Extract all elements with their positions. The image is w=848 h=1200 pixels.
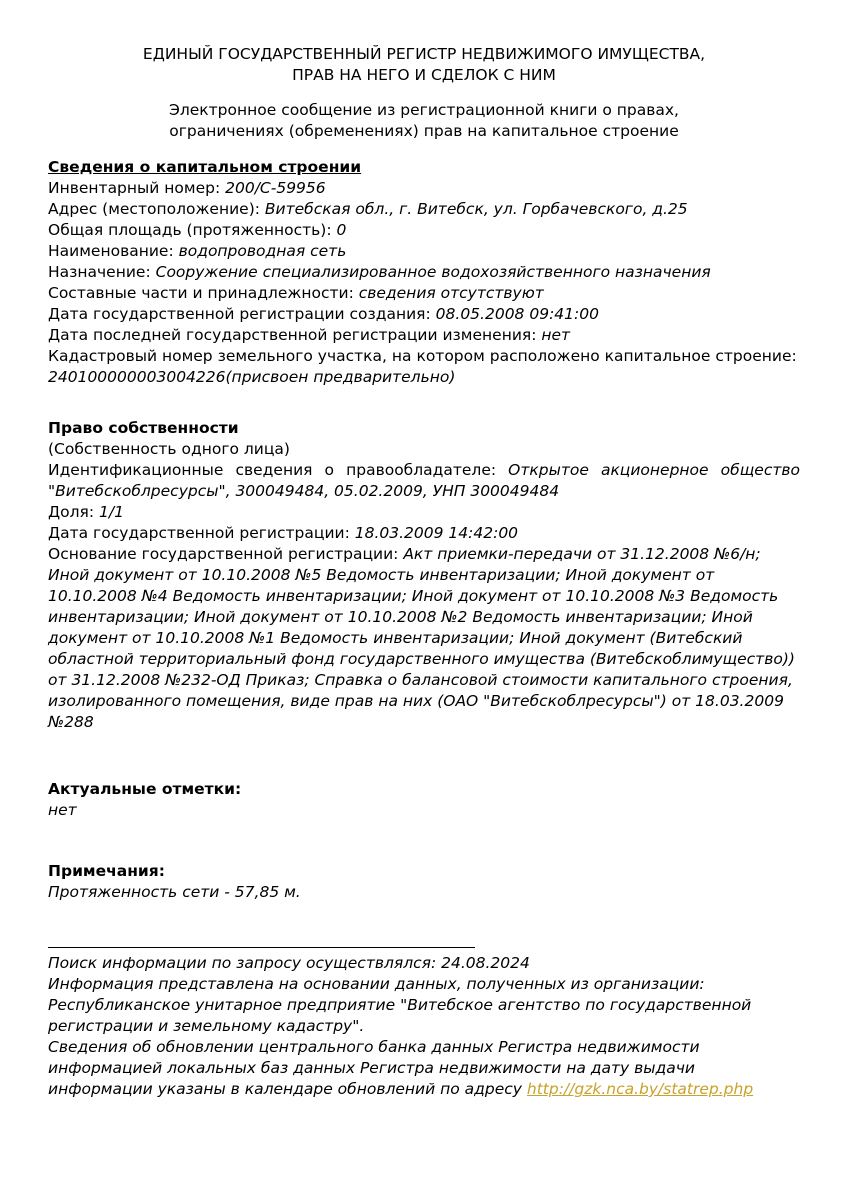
document-title-line-1: ЕДИНЫЙ ГОСУДАРСТВЕННЫЙ РЕГИСТР НЕДВИЖИМОГО ИМУЩЕСТВА,	[142, 45, 706, 63]
field-value: Открытое акционерное общество "Витебскоблресурсы", 300049484, 05.02.2009, УНП 300049484	[48, 461, 800, 500]
notes-heading: Примечания:	[48, 862, 165, 880]
field-value: нет	[541, 326, 571, 344]
field-label: Общая площадь (протяженность):	[48, 221, 337, 239]
field-row-rightholder	[48, 460, 800, 502]
footer-section	[48, 947, 800, 1100]
field-label: Наименование:	[48, 242, 179, 260]
field-label: Адрес (местоположение):	[48, 200, 265, 218]
field-value: 200/С-59956	[225, 179, 326, 197]
field-label: Инвентарный номер:	[48, 179, 226, 197]
document-subtitle-line-1: Электронное сообщение из регистрационной книги о правах,	[169, 101, 679, 119]
ownership-type-note: (Собственность одного лица)	[48, 440, 290, 458]
field-label: Составные части и принадлежности:	[48, 284, 359, 302]
ownership-section-heading: Право собственности	[48, 419, 239, 437]
field-value: 18.03.2009 14:42:00	[354, 524, 519, 542]
field-value: Витебская обл., г. Витебск, ул. Горбачевского, д.25	[264, 200, 688, 218]
field-row-cadastral-number	[48, 346, 800, 388]
field-row-address	[48, 199, 800, 220]
field-label: Идентификационные сведения о правообладателе:	[48, 461, 509, 479]
field-row-components	[48, 283, 800, 304]
field-row-registration-basis	[48, 544, 800, 733]
field-label: Дата государственной регистрации создания:	[48, 305, 436, 323]
field-label: Основание государственной регистрации:	[48, 545, 404, 563]
field-label: Дата государственной регистрации:	[48, 524, 355, 542]
field-value: водопроводная сеть	[178, 242, 347, 260]
notes-section	[48, 861, 800, 903]
building-section-heading: Сведения о капитальном строении	[48, 158, 362, 176]
field-value: Акт приемки-передачи от 31.12.2008 №6/н; Иной документ от 10.10.2008 №5 Ведомость инвентаризации; Иной документ от 10.10.2008 №4 Ведомость инвентаризации; Иной документ от 10.10.2008 №3 Ведомость инвентаризации; Иной документ от 10.10.2008 №2 Ведомость инвентаризации; Иной документ от 10.10.2008 №1 Ведомость инвентаризации; Иной документ (Витебский областной территориальный фонд государственного имущества (Витебскоблимущество)) от 31.12.2008 №232-ОД Приказ; Справка о балансовой стоимости капитального строения, изолированного помещения, виде прав на них (ОАО "Витебскоблресурсы") от 18.03.2009 №288	[48, 545, 795, 731]
field-label: Дата последней государственной регистрации изменения:	[48, 326, 542, 344]
actual-marks-section	[48, 779, 800, 821]
field-value: Сооружение специализированное водохозяйственного назначения	[155, 263, 711, 281]
field-row-name	[48, 241, 800, 262]
field-label: Назначение:	[48, 263, 156, 281]
field-value: 240100000003004226(присвоен предварительно)	[48, 368, 456, 386]
field-row-purpose	[48, 262, 800, 283]
field-row-inventory-number	[48, 178, 800, 199]
footer-separator-line	[48, 947, 475, 948]
ownership-section	[48, 418, 800, 733]
field-value: 1/1	[98, 503, 124, 521]
field-row-registration-date	[48, 523, 800, 544]
statrep-calendar-link[interactable]: http://gzk.nca.by/statrep.php	[526, 1080, 754, 1098]
field-value: сведения отсутствуют	[358, 284, 544, 302]
document-subtitle	[48, 100, 800, 142]
field-value: 0	[336, 221, 347, 239]
field-label: Доля:	[48, 503, 99, 521]
notes-value: Протяженность сети - 57,85 м.	[48, 883, 301, 901]
footer-update-info-line	[48, 1037, 800, 1100]
field-value: 08.05.2008 09:41:00	[435, 305, 599, 323]
building-info-section	[48, 157, 800, 388]
field-row-creation-registration-date	[48, 304, 800, 325]
document-title-line-2: ПРАВ НА НЕГО И СДЕЛОК С НИМ	[292, 66, 556, 84]
field-row-share	[48, 502, 800, 523]
field-row-total-area	[48, 220, 800, 241]
actual-marks-heading: Актуальные отметки:	[48, 780, 242, 798]
footer-search-date-line: Поиск информации по запросу осуществлялся: 24.08.2024	[48, 954, 530, 972]
footer-source-intro-line: Информация представлена на основании данных, полученных из организации:	[48, 975, 705, 993]
document-title	[48, 44, 800, 86]
document-subtitle-line-2: ограничениях (обременениях) прав на капитальное строение	[169, 122, 679, 140]
field-row-last-change-date	[48, 325, 800, 346]
field-label: Кадастровый номер земельного участка, на котором расположено капитальное строение:	[48, 347, 797, 365]
actual-marks-value: нет	[48, 801, 77, 819]
footer-organization-line: Республиканское унитарное предприятие "Витебское агентство по государственной регистрации и земельному кадастру".	[48, 996, 752, 1035]
footer-update-info-text: Сведения об обновлении центрального банка данных Регистра недвижимости информацией локальных баз данных Регистра недвижимости на дату выдачи информации указаны в календаре обновлений по адресу	[48, 1038, 700, 1098]
